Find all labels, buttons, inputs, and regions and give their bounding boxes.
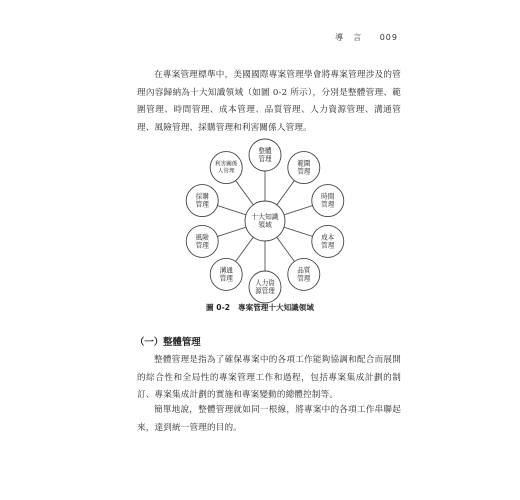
node-label-line: 管理 [297, 274, 311, 283]
center-label-line: 領域 [258, 221, 272, 230]
knowledge-area-node [312, 225, 344, 257]
node-label-line: 人管理 [217, 168, 235, 175]
connector-line [277, 237, 295, 261]
node-circle [210, 152, 242, 184]
connector-line [236, 181, 254, 205]
connector-line [277, 181, 295, 205]
connector-line [217, 206, 246, 215]
node-label-line: 整體 [258, 146, 272, 155]
center-label-line: 十大知識 [251, 212, 279, 221]
intro-paragraph: 在專案管理標準中，美國國際專案管理學會將專案管理涉及的管理內容歸納為十大知識領域（如圖 0-2 所示），分別是整體管理、範圍管理、時間管理、成本管理、品質管理、人力資源管理、溝通管理、風險管理、採購管理和利害關係人管理。 [137, 70, 401, 133]
figure-caption [0, 302, 520, 313]
node-label-line: 時間 [321, 192, 335, 201]
node-label-line: 管理 [195, 241, 209, 250]
knowledge-area-node [210, 152, 242, 184]
connector-line [217, 227, 246, 236]
page-number: 009 [379, 33, 398, 42]
node-label-line: 溝通 [219, 266, 233, 275]
connector-line [236, 237, 254, 261]
figure-title: 專案管理十大知識領域 [238, 303, 314, 312]
knowledge-area-node [186, 185, 218, 217]
chapter-title: 導 言 [335, 33, 363, 42]
knowledge-area-node [249, 139, 281, 171]
integration-paragraph-1: 整體管理是指為了確保專案中的各項工作能夠協調和配合而展開的綜合性和全局性的專案管理工作和過程，包括專案集成計劃的制訂、專案集成計劃的實施和專案變動的總體控制等。 [137, 355, 401, 400]
knowledge-area-node [288, 258, 320, 290]
node-label-line: 風險 [195, 233, 209, 242]
integration-paragraph-2: 簡單地說，整體管理就如同一根線，將專案中的各項工作串聯起來，達到統一管理的目的。 [137, 405, 401, 433]
knowledge-areas-svg [180, 136, 350, 306]
node-label-line: 管理 [219, 274, 233, 283]
connector-line [284, 227, 313, 236]
node-label-line: 源管理 [255, 287, 275, 296]
connector-line [284, 206, 313, 215]
knowledge-area-node [288, 152, 320, 184]
center-node [245, 201, 285, 241]
knowledge-area-node [249, 271, 281, 303]
section-heading: （一）整體管理 [135, 337, 201, 348]
knowledge-area-node [186, 225, 218, 257]
node-label-line: 品質 [297, 266, 311, 275]
figure-number: 圖 0-2 [206, 303, 231, 312]
node-label-line: 利害關係 [215, 161, 238, 168]
node-label-line: 管理 [321, 241, 335, 250]
node-label-line: 管理 [195, 200, 209, 209]
node-label-line: 成本 [321, 233, 335, 242]
knowledge-areas-diagram [180, 136, 350, 306]
running-header [335, 32, 398, 43]
node-label-line: 採購 [195, 192, 209, 201]
node-label-line: 範圍 [297, 159, 311, 168]
knowledge-area-node [210, 258, 242, 290]
node-label-line: 管理 [258, 155, 272, 164]
node-label-line: 管理 [321, 200, 335, 209]
knowledge-area-node [312, 185, 344, 217]
node-label-line: 人力資 [255, 278, 275, 287]
node-label-line: 管理 [297, 167, 311, 176]
